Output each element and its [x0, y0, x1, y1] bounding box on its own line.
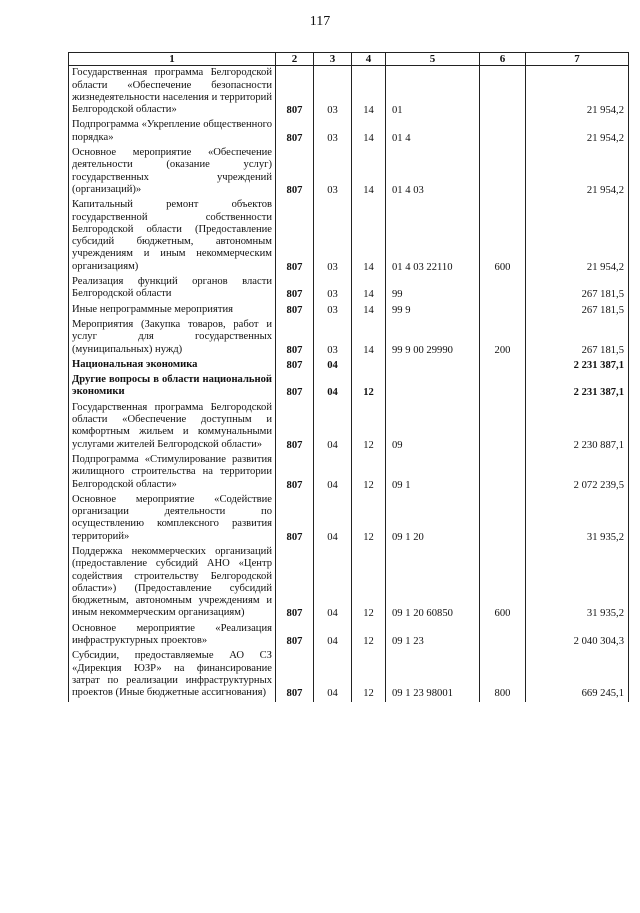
- row-name: Реализация функций органов власти Белгородской области: [69, 275, 276, 303]
- row-expense-type: [480, 401, 526, 453]
- table-row: [69, 649, 629, 701]
- row-section-code: 03: [314, 66, 352, 119]
- row-subsection-code: 12: [352, 493, 386, 545]
- row-department-code: 807: [276, 358, 314, 373]
- row-amount: 31 935,2: [526, 545, 629, 622]
- table-row: [69, 358, 629, 373]
- row-target-article: 09 1 20 60850: [386, 545, 480, 622]
- table-row: [69, 303, 629, 318]
- row-subsection-code: 14: [352, 303, 386, 318]
- row-section-code: 03: [314, 118, 352, 146]
- row-section-code: 03: [314, 198, 352, 275]
- row-department-code: 807: [276, 622, 314, 650]
- row-target-article: 01: [386, 66, 480, 119]
- table-row: [69, 275, 629, 303]
- row-department-code: 807: [276, 198, 314, 275]
- row-expense-type: [480, 373, 526, 401]
- table-row: [69, 198, 629, 275]
- row-section-code: 03: [314, 146, 352, 198]
- row-subsection-code: 12: [352, 453, 386, 493]
- table-row: [69, 146, 629, 198]
- row-section-code: 03: [314, 318, 352, 358]
- row-department-code: 807: [276, 146, 314, 198]
- row-amount: 2 072 239,5: [526, 453, 629, 493]
- row-target-article: 99 9 00 29990: [386, 318, 480, 358]
- column-header: 3: [314, 53, 352, 66]
- row-expense-type: [480, 118, 526, 146]
- table-row: [69, 373, 629, 401]
- row-target-article: 09 1 23 98001: [386, 649, 480, 701]
- row-department-code: 807: [276, 118, 314, 146]
- row-target-article: 09 1 23: [386, 622, 480, 650]
- row-amount: 21 954,2: [526, 66, 629, 119]
- row-amount: 21 954,2: [526, 198, 629, 275]
- row-expense-type: 200: [480, 318, 526, 358]
- row-expense-type: [480, 146, 526, 198]
- row-target-article: 99: [386, 275, 480, 303]
- row-amount: 2 231 387,1: [526, 373, 629, 401]
- row-section-code: 04: [314, 453, 352, 493]
- row-name: Основное мероприятие «Содействие организации деятельности по осуществлению комплексного развития территорий»: [69, 493, 276, 545]
- row-name: Мероприятия (Закупка товаров, работ и услуг для государственных (муниципальных) нужд): [69, 318, 276, 358]
- row-target-article: 09 1: [386, 453, 480, 493]
- table-row: [69, 401, 629, 453]
- row-department-code: 807: [276, 453, 314, 493]
- row-section-code: 04: [314, 545, 352, 622]
- table-row: [69, 453, 629, 493]
- row-target-article: 99 9: [386, 303, 480, 318]
- row-name: Другие вопросы в области национальной экономики: [69, 373, 276, 401]
- row-expense-type: [480, 66, 526, 119]
- table-row: [69, 622, 629, 650]
- row-department-code: 807: [276, 493, 314, 545]
- row-subsection-code: 14: [352, 146, 386, 198]
- row-section-code: 04: [314, 401, 352, 453]
- row-target-article: 01 4: [386, 118, 480, 146]
- row-name: Подпрограмма «Стимулирование развития жилищного строительства на территории Белгородской области»: [69, 453, 276, 493]
- row-name: Государственная программа Белгородской области «Обеспечение безопасности жизнедеятельности населения и территорий Белгородской области»: [69, 66, 276, 119]
- row-section-code: 03: [314, 303, 352, 318]
- table-row: [69, 493, 629, 545]
- row-expense-type: [480, 622, 526, 650]
- row-subsection-code: [352, 358, 386, 373]
- row-expense-type: [480, 453, 526, 493]
- table-header-row: [69, 53, 629, 66]
- row-subsection-code: 12: [352, 622, 386, 650]
- row-subsection-code: 14: [352, 118, 386, 146]
- row-target-article: [386, 358, 480, 373]
- column-header: 6: [480, 53, 526, 66]
- row-name: Иные непрограммные мероприятия: [69, 303, 276, 318]
- row-amount: 2 040 304,3: [526, 622, 629, 650]
- page-number: 117: [309, 14, 331, 29]
- row-section-code: 04: [314, 622, 352, 650]
- row-subsection-code: 12: [352, 401, 386, 453]
- row-subsection-code: 14: [352, 198, 386, 275]
- row-name: Поддержка некоммерческих организаций (предоставление субсидий АНО «Центр содействия строительству Белгородской области») (Предоставление субсидий бюджетным, автономным учреждениям и иным некоммерческим организациям): [69, 545, 276, 622]
- table-row: [69, 118, 629, 146]
- row-name: Национальная экономика: [69, 358, 276, 373]
- row-section-code: 04: [314, 493, 352, 545]
- row-section-code: 04: [314, 358, 352, 373]
- row-subsection-code: 12: [352, 545, 386, 622]
- row-name: Основное мероприятие «Реализация инфраструктурных проектов»: [69, 622, 276, 650]
- column-header: 4: [352, 53, 386, 66]
- row-target-article: 09 1 20: [386, 493, 480, 545]
- row-name: Капитальный ремонт объектов государственной собственности Белгородской области (Предоставление субсидий бюджетным, автономным учреждениям и иным некоммерческим организациям): [69, 198, 276, 275]
- table-row: [69, 318, 629, 358]
- row-department-code: 807: [276, 66, 314, 119]
- row-target-article: [386, 373, 480, 401]
- row-department-code: 807: [276, 318, 314, 358]
- row-amount: 669 245,1: [526, 649, 629, 701]
- row-amount: 267 181,5: [526, 318, 629, 358]
- table-row: [69, 545, 629, 622]
- table-row: [69, 66, 629, 119]
- row-name: Основное мероприятие «Обеспечение деятельности (оказание услуг) государственных учреждений (организаций)»: [69, 146, 276, 198]
- row-department-code: 807: [276, 303, 314, 318]
- row-expense-type: [480, 303, 526, 318]
- row-expense-type: 600: [480, 198, 526, 275]
- row-name: Подпрограмма «Укрепление общественного порядка»: [69, 118, 276, 146]
- row-subsection-code: 14: [352, 318, 386, 358]
- row-amount: 2 231 387,1: [526, 358, 629, 373]
- row-amount: 21 954,2: [526, 146, 629, 198]
- column-header: 2: [276, 53, 314, 66]
- row-department-code: 807: [276, 275, 314, 303]
- row-subsection-code: 14: [352, 275, 386, 303]
- row-amount: 267 181,5: [526, 275, 629, 303]
- row-target-article: 01 4 03 22110: [386, 198, 480, 275]
- row-name: Субсидии, предоставляемые АО СЗ «Дирекция ЮЗР» на финансирование затрат по реализации инфраструктурных проектов (Иные бюджетные ассигнования): [69, 649, 276, 701]
- row-target-article: 09: [386, 401, 480, 453]
- column-header: 1: [69, 53, 276, 66]
- row-subsection-code: 12: [352, 649, 386, 701]
- row-amount: 267 181,5: [526, 303, 629, 318]
- row-subsection-code: 12: [352, 373, 386, 401]
- row-amount: 31 935,2: [526, 493, 629, 545]
- row-expense-type: [480, 493, 526, 545]
- row-name: Государственная программа Белгородской области «Обеспечение доступным и комфортным жильем и коммунальными услугами жителей Белгородской области»: [69, 401, 276, 453]
- row-target-article: 01 4 03: [386, 146, 480, 198]
- row-expense-type: [480, 358, 526, 373]
- row-subsection-code: 14: [352, 66, 386, 119]
- row-section-code: 04: [314, 649, 352, 701]
- row-expense-type: [480, 275, 526, 303]
- row-amount: 2 230 887,1: [526, 401, 629, 453]
- column-header: 7: [526, 53, 629, 66]
- row-expense-type: 600: [480, 545, 526, 622]
- row-department-code: 807: [276, 401, 314, 453]
- column-header: 5: [386, 53, 480, 66]
- row-section-code: 04: [314, 373, 352, 401]
- row-department-code: 807: [276, 545, 314, 622]
- row-department-code: 807: [276, 649, 314, 701]
- row-department-code: 807: [276, 373, 314, 401]
- row-section-code: 03: [314, 275, 352, 303]
- row-expense-type: 800: [480, 649, 526, 701]
- row-amount: 21 954,2: [526, 118, 629, 146]
- budget-table: [68, 52, 629, 702]
